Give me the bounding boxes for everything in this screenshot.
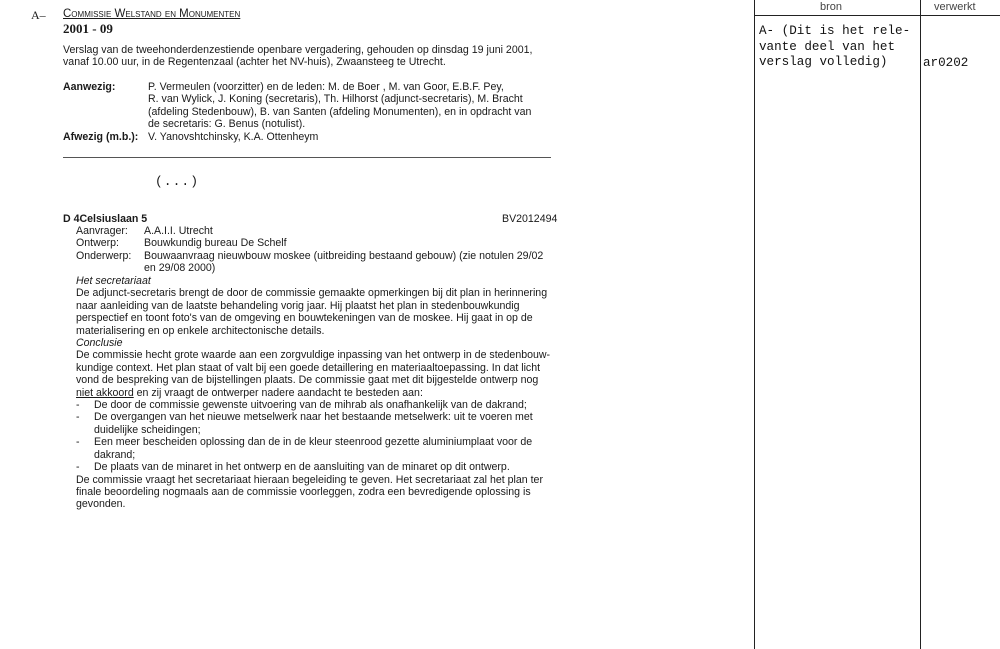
present-line: R. van Wylick, J. Koning (secretaris), Th. Hilhorst (adjunct-secretaris), M. Bracht xyxy=(148,93,523,106)
column-header-bron: bron xyxy=(820,1,843,13)
column-header-verwerkt: verwerkt xyxy=(934,1,976,13)
body-line: De commissie hecht grote waarde aan een zorgvuldige inpassing van het ontwerp in de stedenbouw- xyxy=(76,349,551,362)
absent-text: V. Yanovshtchinsky, K.A. Ottenheym xyxy=(148,131,319,143)
column-header-rule xyxy=(754,15,1000,16)
conclusion-heading: Conclusie xyxy=(76,337,123,350)
column-divider-right xyxy=(920,0,921,649)
field-value: Bouwkundig bureau De Schelf xyxy=(144,237,287,250)
present-line: P. Vermeulen (voorzitter) en de leden: M. de Boer , M. van Goor, E.B.F. Pey, xyxy=(148,81,504,93)
item-body xyxy=(76,275,566,511)
field-onderwerp xyxy=(76,250,543,262)
body-line: finale beoordeling nogmaals aan de commissie voorleggen, zodra een bevredigende oplossing is xyxy=(76,485,531,498)
field-value: Bouwaanvraag nieuwbouw moskee (uitbreiding bestaand gebouw) (zie notulen 29/02 xyxy=(144,249,544,262)
report-intro xyxy=(63,44,553,69)
list-item: - De plaats van de minaret in het ontwerp en de aansluiting van de minaret op dit ontwerp. xyxy=(76,461,546,473)
field-ontwerp xyxy=(76,237,543,249)
report-number: 2001 - 09 xyxy=(63,21,113,36)
body-line: De adjunct-secretaris brengt de door de commissie gemaakte opmerkingen bij dit plan in herinnering xyxy=(76,287,548,300)
left-mark: A– xyxy=(31,8,46,22)
field-aanvrager xyxy=(76,225,543,237)
field-value-cont: en 29/08 2000) xyxy=(144,262,216,275)
body-line: gevonden. xyxy=(76,498,126,511)
secretariat-heading: Het secretariaat xyxy=(76,275,151,287)
conclusion-after: en zij vraagt de ontwerper nadere aandacht te besteden aan: xyxy=(133,386,423,399)
body-line: De commissie vraagt het secretariaat hieraan begeleiding te geven. Het secretariaat zal het plan ter xyxy=(76,473,543,486)
body-line: materialisering en op enkele architectonische details. xyxy=(76,324,325,337)
margin-code: ar0202 xyxy=(923,56,969,70)
column-divider-left xyxy=(754,0,755,649)
margin-note: A- (Dit is het rele- vante deel van het verslag volledig) xyxy=(759,24,911,70)
present-line: (afdeling Stedenbouw), B. van Santen (afdeling Monumenten), en in opdracht van xyxy=(148,105,532,118)
present-line: de secretaris: G. Benus (notulist). xyxy=(148,118,306,131)
item-title: D 4Celsiuslaan 5 xyxy=(63,213,148,225)
committee-title: Commissie Welstand en Monumenten xyxy=(63,8,241,20)
intro-line-1: Verslag van de tweehonderdenzestiende openbare vergadering, gehouden op dinsdag 19 juni 2001, xyxy=(63,44,533,56)
body-line: naar aanleiding van de laatste behandeling vorig jaar. Hij plaatst het plan in stedenbouwkundig xyxy=(76,299,520,312)
field-value: A.A.I.I. Utrecht xyxy=(144,225,213,237)
section-divider xyxy=(63,157,551,158)
list-item: - De door de commissie gewenste uitvoering van de mihrab als onafhankelijk van de dakrand; xyxy=(76,399,546,411)
body-line: kundige context. Het plan staat of valt bij een goede detaillering en materiaaltoepassing. In dat licht xyxy=(76,361,541,374)
not-agree-text: niet akkoord xyxy=(76,386,134,399)
item-reference: BV2012494 xyxy=(502,213,558,225)
field-label: Onderwerp: xyxy=(76,249,132,262)
body-line: perspectief en toont foto's van de omgeving en bouwtekeningen van de moskee. Hij gaat in op de xyxy=(76,312,533,325)
field-label: Aanvrager: xyxy=(76,225,128,237)
present-label: Aanwezig: xyxy=(63,81,116,93)
item-fields xyxy=(76,225,543,275)
body-line xyxy=(76,387,566,399)
present-list xyxy=(148,81,568,131)
ellipsis-marker: (...) xyxy=(155,174,200,189)
list-item: - Een meer bescheiden oplossing dan de in de kleur steenrood gezette aluminiumplaat voor de dakrand; xyxy=(76,436,546,461)
field-label: Ontwerp: xyxy=(76,237,119,250)
absent-label: Afwezig (m.b.): xyxy=(63,131,139,143)
body-line: vond de bespreking van de bijstellingen plaats. De commissie gaat met dit bijgestelde ontwerp nog xyxy=(76,374,539,387)
requirement-list xyxy=(76,399,546,473)
intro-line-2: vanaf 10.00 uur, in de Regentenzaal (achter het NV-huis), Zwaansteeg te Utrecht. xyxy=(63,56,446,69)
list-item: - De overgangen van het nieuwe metselwerk naar het bestaande metselwerk: uit te voeren met duidelijke scheidingen; xyxy=(76,411,546,436)
